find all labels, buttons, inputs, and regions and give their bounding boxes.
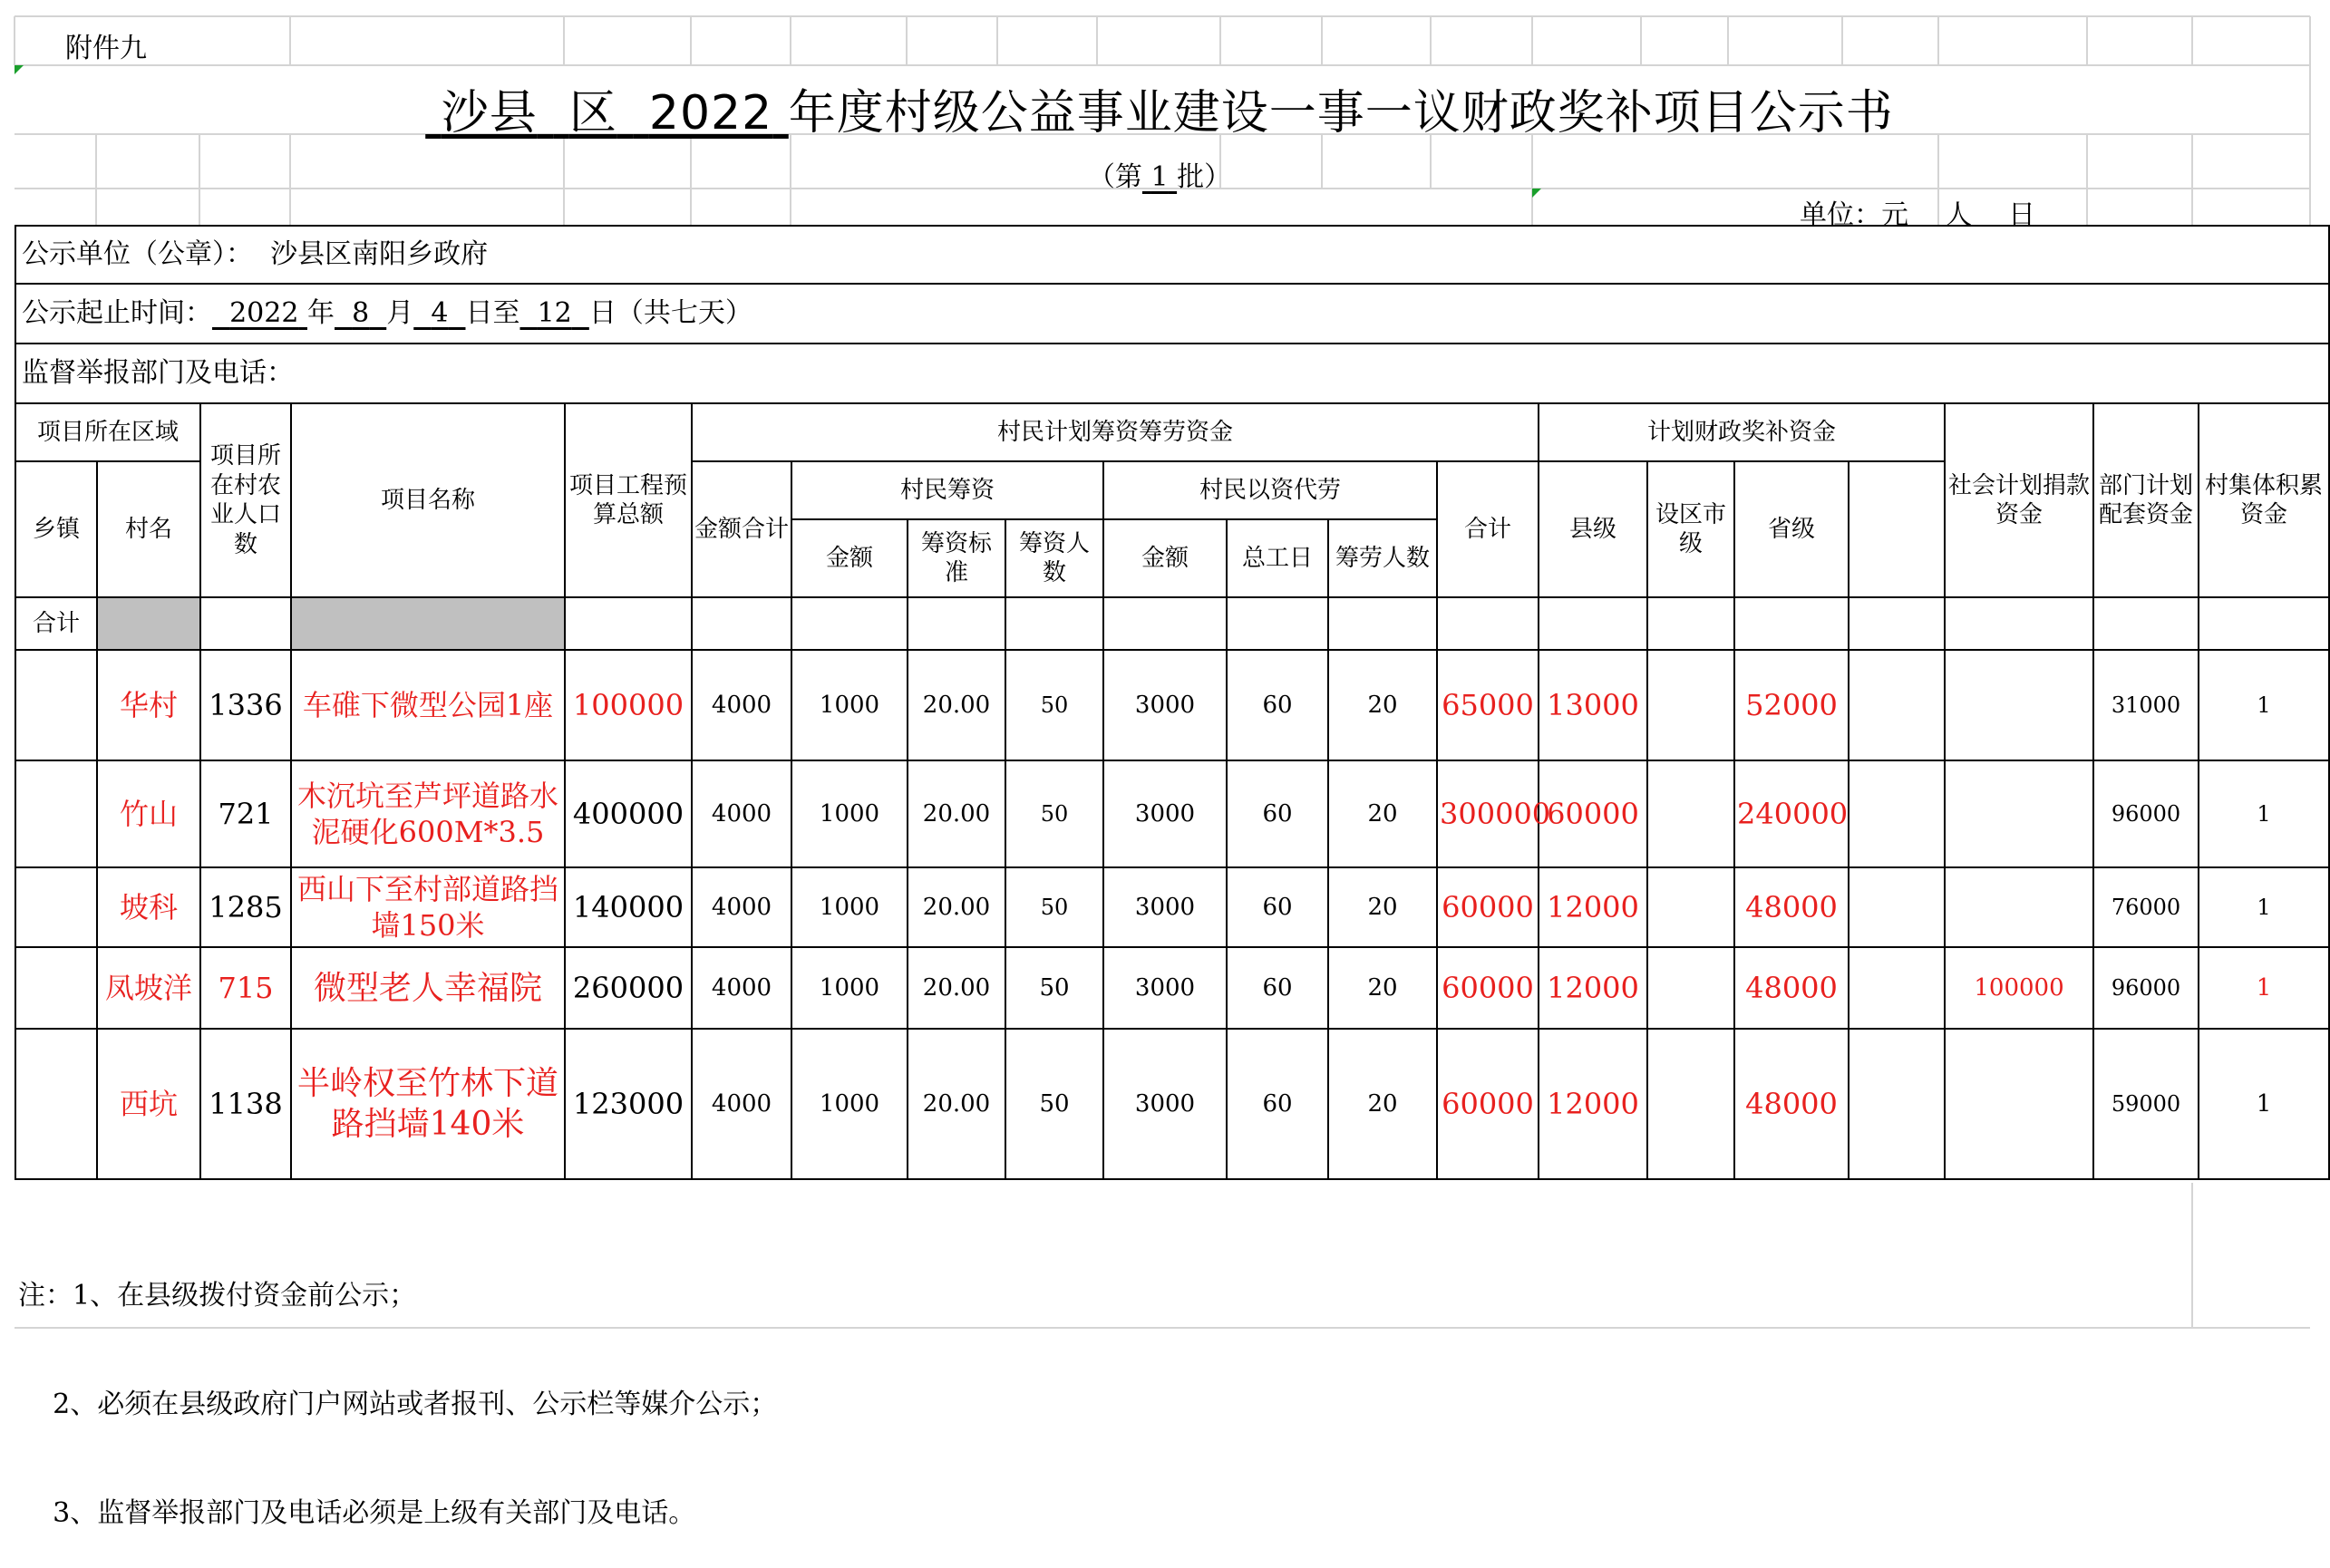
org-row: 公示单位（公章）： 沙县区南阳乡政府 (15, 226, 2329, 284)
header-city-level: 设区市级 (1647, 461, 1734, 597)
fiscal-total: 300000 (1437, 760, 1539, 867)
sum-cell-blank (97, 597, 200, 650)
header-total-amount: 金额合计 (692, 461, 791, 597)
note-line: 3、监督举报部门及电话必须是上级有关部门及电话。 (18, 1497, 696, 1529)
collective: 59000 (2093, 1029, 2199, 1179)
raise-standard: 20.00 (908, 867, 1005, 947)
header-village: 村名 (97, 461, 200, 597)
collective: 76000 (2093, 867, 2199, 947)
fiscal-total: 60000 (1437, 947, 1539, 1029)
header-labor-people: 筹劳人数 (1328, 519, 1437, 597)
county-level: 12000 (1539, 947, 1647, 1029)
header-social: 社会计划捐款资金 (1945, 403, 2093, 597)
project-name: 半岭权至竹林下道路挡墙140米 (291, 1029, 565, 1179)
raise-people: 50 (1005, 947, 1103, 1029)
social (1849, 1029, 1945, 1179)
labor-amount: 3000 (1103, 1029, 1227, 1179)
raise-standard: 20.00 (908, 760, 1005, 867)
cell-comment-marker (15, 65, 24, 74)
header-collective: 村集体积累资金 (2199, 403, 2329, 597)
raise-people: 50 (1005, 760, 1103, 867)
title-rest: 年度村级公益事业建设一事一议财政奖补项目公示书 (788, 86, 1894, 140)
county-level: 12000 (1539, 867, 1647, 947)
village-name: 竹山 (97, 760, 200, 867)
city-level (1647, 1029, 1734, 1179)
header-town: 乡镇 (15, 461, 97, 597)
city-level (1647, 947, 1734, 1029)
social (1849, 650, 1945, 760)
village-name: 凤坡洋 (97, 947, 200, 1029)
village-name: 华村 (97, 650, 200, 760)
project-name: 车碓下微型公园1座 (291, 650, 565, 760)
population: 1285 (200, 867, 291, 947)
table-row (15, 867, 2329, 947)
header-budget: 项目工程预算总额 (565, 403, 692, 597)
raise-amount: 1000 (791, 947, 908, 1029)
labor-amount: 3000 (1103, 760, 1227, 867)
county-level: 12000 (1539, 1029, 1647, 1179)
header-raise-people: 筹资人数 (1005, 519, 1103, 597)
labor-people: 20 (1328, 760, 1437, 867)
population: 1336 (200, 650, 291, 760)
header-villager-funds: 村民计划筹资筹劳资金 (692, 403, 1539, 461)
raise-people: 50 (1005, 867, 1103, 947)
table-row (15, 1029, 2329, 1179)
attachment-label: 附件九 (65, 33, 147, 64)
city-level (1647, 650, 1734, 760)
years: 1 (2199, 1029, 2329, 1179)
table-row (15, 760, 2329, 867)
collective: 96000 (2093, 760, 2199, 867)
labor-amount: 3000 (1103, 867, 1227, 947)
labor-days: 60 (1227, 947, 1328, 1029)
dept (1945, 867, 2093, 947)
raise-people: 50 (1005, 1029, 1103, 1179)
org-value: 沙县区南阳乡政府 (270, 238, 489, 271)
unit-label: 单位：元 人 日 (1800, 199, 2035, 231)
total-amount: 4000 (692, 650, 791, 760)
labor-people: 20 (1328, 650, 1437, 760)
header-population: 项目所在村农业人口数 (200, 403, 291, 597)
dept (1945, 650, 2093, 760)
social (1849, 867, 1945, 947)
social (1849, 760, 1945, 867)
raise-amount: 1000 (791, 867, 908, 947)
budget: 140000 (565, 867, 692, 947)
sum-row (15, 597, 2329, 650)
labor-days: 60 (1227, 760, 1328, 867)
title-county: 沙县 (441, 86, 538, 140)
county-level: 60000 (1539, 760, 1647, 867)
province-level: 48000 (1734, 1029, 1849, 1179)
project-table (15, 225, 2330, 1180)
total-amount: 4000 (692, 1029, 791, 1179)
collective: 31000 (2093, 650, 2199, 760)
city-level (1647, 867, 1734, 947)
population: 1138 (200, 1029, 291, 1179)
notes (18, 1205, 777, 1568)
total-amount: 4000 (692, 867, 791, 947)
header-county-level: 县级 (1539, 461, 1647, 597)
note-line: 注：1、在县级拨付资金前公示； (18, 1280, 417, 1312)
years: 1 (2199, 650, 2329, 760)
time-row: 公示起止时间： 2022 年 8 月 4 日至 12 日（共七天） (15, 284, 2329, 344)
budget: 400000 (565, 760, 692, 867)
village-name: 坡科 (97, 867, 200, 947)
province-level: 48000 (1734, 867, 1849, 947)
labor-people: 20 (1328, 1029, 1437, 1179)
raise-amount: 1000 (791, 760, 908, 867)
note-line: 2、必须在县级政府门户网站或者报刊、公示栏等媒介公示； (18, 1389, 778, 1420)
batch-number: 1 (1150, 161, 1169, 193)
province-level: 240000 (1734, 760, 1849, 867)
header-labor-days: 总工日 (1227, 519, 1328, 597)
title-district: 区 (568, 86, 617, 140)
province-level: 48000 (1734, 947, 1849, 1029)
sum-cell-blank (291, 597, 565, 650)
dept (1945, 760, 2093, 867)
budget: 123000 (565, 1029, 692, 1179)
total-amount: 4000 (692, 947, 791, 1029)
dept (1945, 1029, 2093, 1179)
header-labor: 村民以资代劳 (1103, 461, 1437, 519)
header-villager-raise: 村民筹资 (791, 461, 1103, 519)
years: 1 (2199, 867, 2329, 947)
budget: 100000 (565, 650, 692, 760)
village-name: 西坑 (97, 1029, 200, 1179)
years: 1 (2199, 947, 2329, 1029)
dept: 100000 (1945, 947, 2093, 1029)
labor-days: 60 (1227, 1029, 1328, 1179)
header-dept: 部门计划配套资金 (2093, 403, 2199, 597)
labor-people: 20 (1328, 947, 1437, 1029)
header-fiscal-total: 合计 (1437, 461, 1539, 597)
budget: 260000 (565, 947, 692, 1029)
batch-label: （第 1 批） (1087, 161, 1232, 193)
labor-amount: 3000 (1103, 650, 1227, 760)
population: 715 (200, 947, 291, 1029)
labor-amount: 3000 (1103, 947, 1227, 1029)
years: 1 (2199, 760, 2329, 867)
raise-standard: 20.00 (908, 1029, 1005, 1179)
raise-standard: 20.00 (908, 947, 1005, 1029)
header-region: 项目所在区域 (15, 403, 200, 461)
raise-people: 50 (1005, 650, 1103, 760)
header-raise-standard: 筹资标准 (908, 519, 1005, 597)
title-year: 2022 (648, 86, 773, 140)
social (1849, 947, 1945, 1029)
county-level: 13000 (1539, 650, 1647, 760)
fiscal-total: 60000 (1437, 867, 1539, 947)
collective: 96000 (2093, 947, 2199, 1029)
raise-amount: 1000 (791, 1029, 908, 1179)
header-province-level: 省级 (1734, 461, 1849, 597)
province-level: 52000 (1734, 650, 1849, 760)
raise-amount: 1000 (791, 650, 908, 760)
city-level (1647, 760, 1734, 867)
table-row (15, 947, 2329, 1029)
project-name: 木沉坑至芦坪道路水泥硬化600M*3.5 (291, 760, 565, 867)
project-name: 西山下至村部道路挡墙150米 (291, 867, 565, 947)
labor-days: 60 (1227, 867, 1328, 947)
population: 721 (200, 760, 291, 867)
page-title (0, 74, 2319, 142)
fiscal-total: 60000 (1437, 1029, 1539, 1179)
labor-days: 60 (1227, 650, 1328, 760)
project-name: 微型老人幸福院 (291, 947, 565, 1029)
sum-label: 合计 (15, 597, 97, 650)
table-row (15, 650, 2329, 760)
header-raise-amount: 金额 (791, 519, 908, 597)
labor-people: 20 (1328, 867, 1437, 947)
header-fiscal: 计划财政奖补资金 (1539, 403, 1945, 461)
fiscal-total: 65000 (1437, 650, 1539, 760)
header-project-name: 项目名称 (291, 403, 565, 597)
total-amount: 4000 (692, 760, 791, 867)
header-labor-amount: 金额 (1103, 519, 1227, 597)
raise-standard: 20.00 (908, 650, 1005, 760)
supervise-row: 监督举报部门及电话： (15, 344, 2329, 403)
